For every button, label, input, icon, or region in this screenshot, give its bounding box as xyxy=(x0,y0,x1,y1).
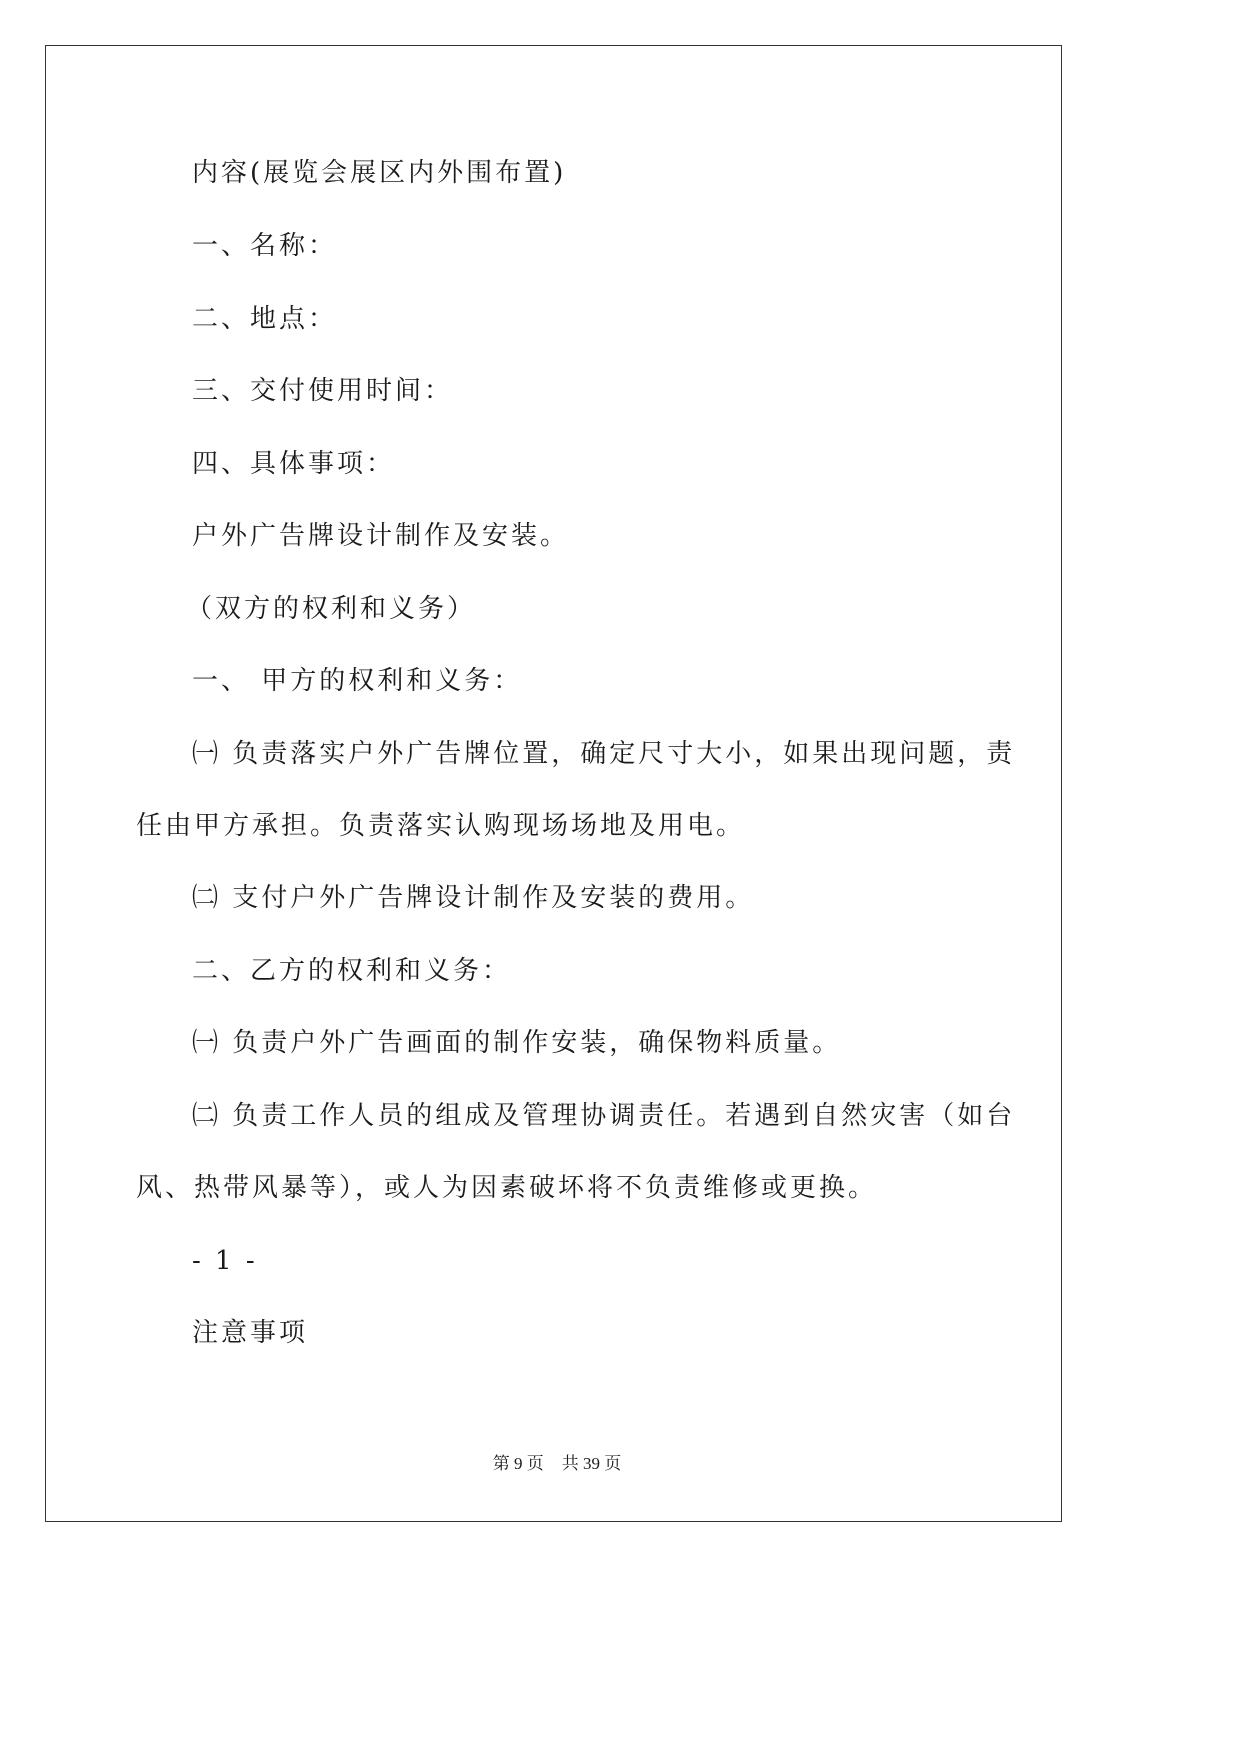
party-a-item-1-line-1: ㈠ 负责落实户外广告牌位置，确定尺寸大小，如果出现问题，责 xyxy=(192,739,1016,769)
paragraph-billboard: 户外广告牌设计制作及安装。 xyxy=(192,521,570,551)
party-a-item-2: ㈡ 支付户外广告牌设计制作及安装的费用。 xyxy=(192,883,755,913)
heading-content: 内容(展览会展区内外围布置) xyxy=(192,158,567,188)
heading-rights-obligations: （双方的权利和义务） xyxy=(186,594,477,624)
heading-party-b: 二、乙方的权利和义务： xyxy=(192,956,512,986)
party-b-item-1: ㈠ 负责户外广告画面的制作安装，确保物料质量。 xyxy=(192,1028,842,1058)
footer-total-pages: 共 39 页 xyxy=(561,1454,622,1473)
heading-party-a: 一、 甲方的权利和义务： xyxy=(192,666,523,696)
page-footer xyxy=(0,1452,1114,1476)
item-location: 二、地点： xyxy=(192,304,338,334)
party-a-item-1-line-2: 任由甲方承担。负责落实认购现场场地及用电。 xyxy=(136,811,746,841)
heading-notes: 注意事项 xyxy=(192,1318,309,1348)
item-name: 一、名称： xyxy=(192,231,338,261)
item-delivery-time: 三、交付使用时间： xyxy=(192,376,454,406)
page-frame xyxy=(45,45,1062,1522)
party-b-item-2-line-1: ㈡ 负责工作人员的组成及管理协调责任。若遇到自然灾害（如台 xyxy=(192,1101,1016,1131)
party-b-item-2-line-2: 风、热带风暴等），或人为因素破坏将不负责维修或更换。 xyxy=(136,1173,878,1203)
footer-page-number: 第 9 页 xyxy=(492,1454,544,1473)
inner-page-number: - 1 - xyxy=(192,1246,258,1276)
item-specifics: 四、具体事项： xyxy=(192,449,396,479)
